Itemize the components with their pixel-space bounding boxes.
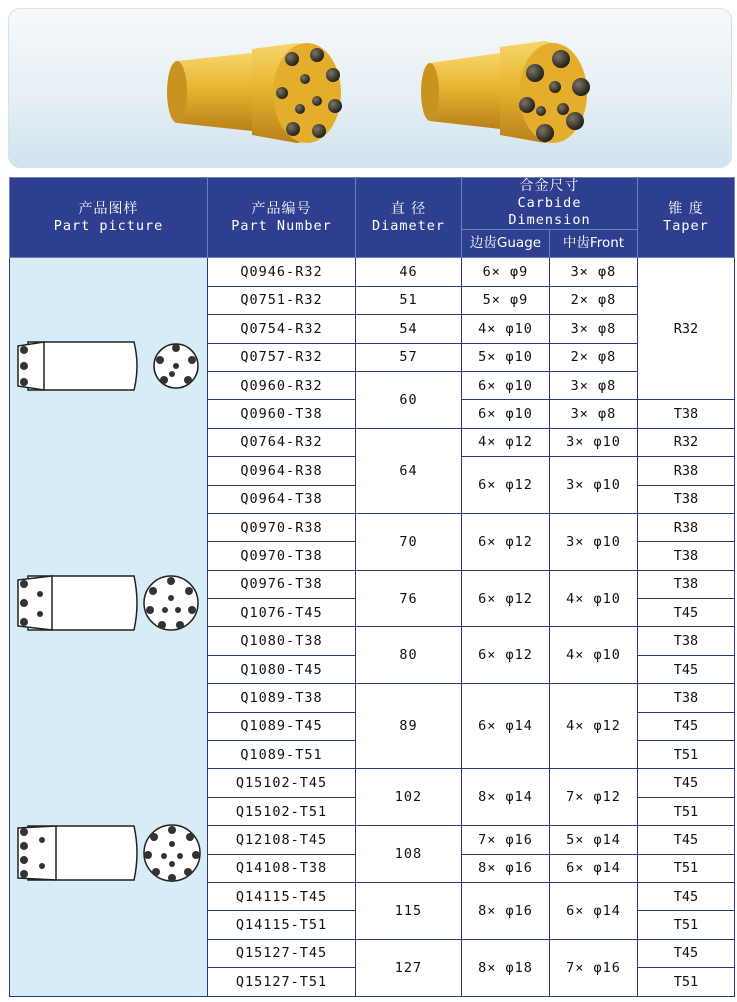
diameter: 127 [356, 939, 462, 996]
drill-bit-photo-right [415, 29, 615, 157]
header-gauge: 边齿Guage [462, 230, 550, 258]
gauge: 6× φ10 [462, 371, 550, 399]
header-carbide-dimension: 合金尺寸 Carbide Dimension [462, 178, 638, 230]
taper: T45 [638, 882, 735, 910]
header-diameter: 直 径 Diameter [356, 178, 462, 258]
gauge: 5× φ10 [462, 343, 550, 371]
diameter: 89 [356, 684, 462, 769]
drill-bit-side-view-icon [14, 336, 144, 396]
gauge: 8× φ18 [462, 939, 550, 996]
gauge: 8× φ14 [462, 769, 550, 826]
diameter: 115 [356, 882, 462, 939]
diameter: 64 [356, 428, 462, 513]
taper: T38 [638, 627, 735, 655]
part-number: Q0751-R32 [208, 286, 356, 314]
gauge: 7× φ16 [462, 826, 550, 854]
taper: T51 [638, 797, 735, 825]
part-number: Q0976-T38 [208, 570, 356, 598]
gauge: 6× φ12 [462, 457, 550, 514]
part-number: Q15102-T45 [208, 769, 356, 797]
diameter: 102 [356, 769, 462, 826]
header-front: 中齿Front [550, 230, 638, 258]
part-number: Q1076-T45 [208, 599, 356, 627]
diameter: 60 [356, 371, 462, 428]
part-number: Q0970-T38 [208, 542, 356, 570]
front: 2× φ8 [550, 343, 638, 371]
gauge: 6× φ12 [462, 627, 550, 684]
front: 3× φ10 [550, 457, 638, 514]
part-number: Q0946-R32 [208, 258, 356, 286]
front: 4× φ10 [550, 570, 638, 627]
part-number: Q0970-R38 [208, 513, 356, 541]
drill-bit-front-view-icon [140, 820, 204, 886]
front: 2× φ8 [550, 286, 638, 314]
front: 6× φ14 [550, 854, 638, 882]
taper: T38 [638, 684, 735, 712]
part-number: Q0960-T38 [208, 400, 356, 428]
front: 3× φ10 [550, 513, 638, 570]
taper: R38 [638, 457, 735, 485]
front: 5× φ14 [550, 826, 638, 854]
taper: T51 [638, 911, 735, 939]
taper: T38 [638, 485, 735, 513]
gauge: 6× φ9 [462, 258, 550, 286]
part-number: Q14115-T51 [208, 911, 356, 939]
gauge: 6× φ10 [462, 400, 550, 428]
front: 4× φ12 [550, 684, 638, 769]
taper: T51 [638, 968, 735, 996]
taper: T45 [638, 939, 735, 967]
header-part-picture: 产品图样 Part picture [10, 178, 208, 258]
part-number: Q0757-R32 [208, 343, 356, 371]
taper: T38 [638, 400, 735, 428]
diameter: 76 [356, 570, 462, 627]
drill-bit-front-view-icon [150, 336, 202, 396]
front: 4× φ10 [550, 627, 638, 684]
taper: R38 [638, 513, 735, 541]
part-number: Q14108-T38 [208, 854, 356, 882]
gauge: 4× φ10 [462, 315, 550, 343]
gauge: 6× φ12 [462, 513, 550, 570]
taper: T45 [638, 769, 735, 797]
diameter: 70 [356, 513, 462, 570]
taper: T45 [638, 826, 735, 854]
front: 3× φ8 [550, 400, 638, 428]
header-part-number: 产品编号 Part Number [208, 178, 356, 258]
diameter: 108 [356, 826, 462, 883]
diameter: 54 [356, 315, 462, 343]
drill-bit-side-view-icon [14, 820, 144, 886]
part-number: Q1089-T51 [208, 741, 356, 769]
part-number: Q0964-R38 [208, 457, 356, 485]
part-number: Q12108-T45 [208, 826, 356, 854]
part-picture-column [10, 258, 208, 996]
diameter: 51 [356, 286, 462, 314]
part-number: Q1089-T45 [208, 712, 356, 740]
front: 3× φ10 [550, 428, 638, 456]
taper: T38 [638, 542, 735, 570]
part-number: Q1080-T38 [208, 627, 356, 655]
drill-bit-side-view-icon [14, 570, 144, 636]
front: 3× φ8 [550, 315, 638, 343]
part-number: Q1089-T38 [208, 684, 356, 712]
part-number: Q15127-T51 [208, 968, 356, 996]
taper: T45 [638, 712, 735, 740]
table-row [10, 258, 735, 286]
drill-bit-front-view-icon [140, 570, 202, 636]
front: 3× φ8 [550, 258, 638, 286]
spec-table [9, 177, 735, 997]
part-number: Q14115-T45 [208, 882, 356, 910]
front: 3× φ8 [550, 371, 638, 399]
drill-bit-photo-left [157, 31, 357, 156]
gauge: 8× φ16 [462, 854, 550, 882]
taper: T38 [638, 570, 735, 598]
front: 7× φ12 [550, 769, 638, 826]
gauge: 8× φ16 [462, 882, 550, 939]
gauge: 6× φ14 [462, 684, 550, 769]
front: 7× φ16 [550, 939, 638, 996]
part-number: Q15102-T51 [208, 797, 356, 825]
part-number: Q0764-R32 [208, 428, 356, 456]
diameter: 46 [356, 258, 462, 286]
taper: T51 [638, 854, 735, 882]
taper: T45 [638, 599, 735, 627]
gauge: 5× φ9 [462, 286, 550, 314]
diameter: 80 [356, 627, 462, 684]
taper: T45 [638, 655, 735, 683]
gauge: 6× φ12 [462, 570, 550, 627]
part-number: Q1080-T45 [208, 655, 356, 683]
taper: R32 [638, 258, 735, 400]
part-number: Q0754-R32 [208, 315, 356, 343]
product-banner [8, 8, 732, 168]
front: 6× φ14 [550, 882, 638, 939]
taper: R32 [638, 428, 735, 456]
part-number: Q0960-R32 [208, 371, 356, 399]
header-taper: 锥 度 Taper [638, 178, 735, 258]
gauge: 4× φ12 [462, 428, 550, 456]
part-number: Q15127-T45 [208, 939, 356, 967]
part-number: Q0964-T38 [208, 485, 356, 513]
diameter: 57 [356, 343, 462, 371]
taper: T51 [638, 741, 735, 769]
